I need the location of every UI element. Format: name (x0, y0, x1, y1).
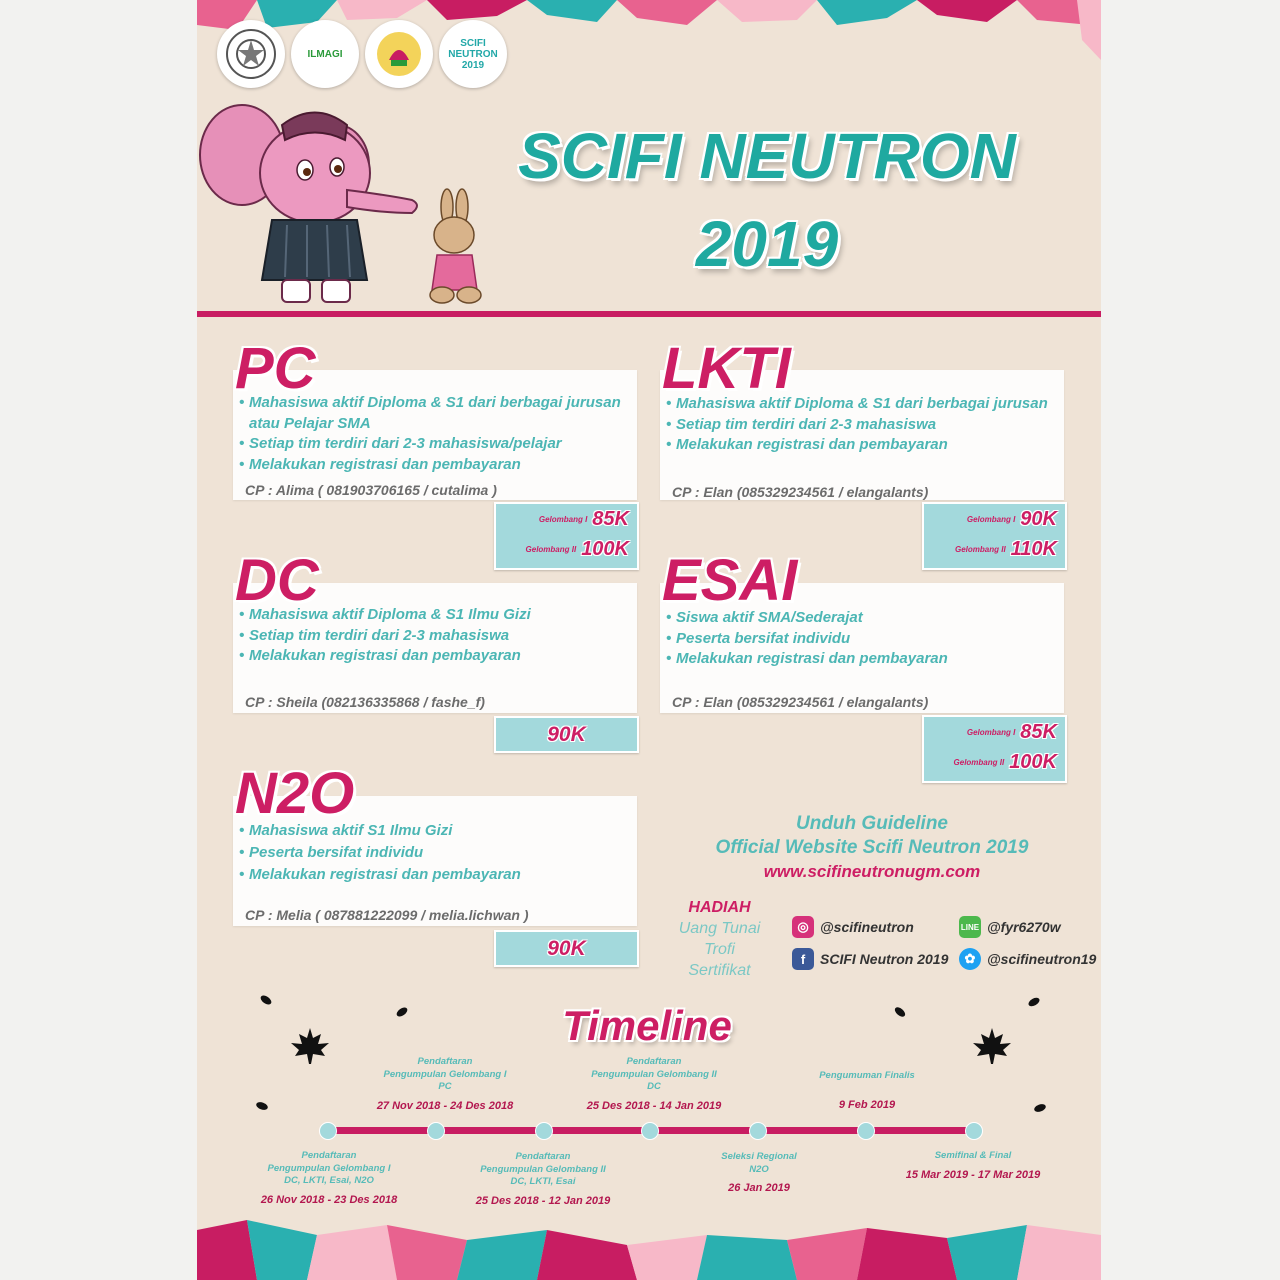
lkti-price-box (922, 502, 1067, 570)
timeline-event-bottom (463, 1151, 623, 1207)
event-title (497, 112, 1037, 288)
n2o-contact: CP : Melia ( 087881222099 / melia.lichwan ) (245, 907, 529, 923)
timeline-event-date: 27 Nov 2018 - 24 Des 2018 (376, 1099, 514, 1112)
mosaic-border-bottom (197, 1210, 1101, 1280)
wave-label: Gelombang I (966, 728, 1016, 737)
leaf-icon (893, 1006, 907, 1018)
dc-price-box (494, 716, 639, 753)
wave-label: Gelombang I (966, 515, 1016, 524)
ilmagi-logo: ILMAGI (291, 20, 359, 88)
leaf-icon (1033, 1102, 1047, 1114)
esai-contact: CP : Elan (085329234561 / elangalants) (672, 694, 929, 710)
social-twitter[interactable] (959, 948, 1096, 970)
list-item: • Setiap tim terdiri dari 2-3 mahasiswa (666, 415, 1062, 436)
list-item: • Mahasiswa aktif S1 Ilmu Gizi (239, 820, 635, 842)
esai-price-box (922, 715, 1067, 783)
pc-contact: CP : Alima ( 081903706165 / cutalima ) (245, 482, 497, 498)
facebook-handle: SCIFI Neutron 2019 (820, 951, 949, 967)
price: 85K (1020, 721, 1057, 743)
timeline-event-top (365, 1056, 525, 1112)
dc-heading: DC (235, 548, 319, 613)
poster (197, 0, 1101, 1280)
timeline-marker (749, 1122, 767, 1140)
timeline-event-bottom (679, 1151, 839, 1194)
timeline-event-label: Seleksi Regional N2O (721, 1151, 797, 1175)
prize-item: Uang Tunai (678, 920, 761, 937)
pc-requirements (239, 393, 635, 475)
esai-wave1 (967, 721, 1057, 744)
timeline-title: Timeline (562, 1002, 732, 1049)
twitter-handle: @scifineutron19 (987, 951, 1097, 967)
n2o-heading: N2O (235, 761, 355, 826)
price: 90K (547, 937, 586, 960)
lkti-contact: CP : Elan (085329234561 / elangalants) (672, 484, 929, 500)
timeline-event-label: Pengumuman Finalis (819, 1070, 915, 1081)
event-title-line2: 2019 (695, 208, 839, 280)
nutrition-association-logo (365, 20, 433, 88)
timeline-event-bottom (893, 1150, 1053, 1181)
list-item: • Setiap tim terdiri dari 2-3 mahasiswa (239, 626, 635, 647)
esai-wave2 (954, 751, 1057, 774)
scifi-neutron-logo: SCIFI NEUTRON 2019 (439, 20, 507, 88)
dc-requirements (239, 605, 635, 667)
pc-wave1 (539, 508, 629, 531)
timeline-marker (535, 1122, 553, 1140)
wave-label: Gelombang I (538, 515, 588, 524)
list-item: • Peserta bersifat individu (239, 842, 635, 864)
guideline-website-label: Official Website Scifi Neutron 2019 (715, 837, 1029, 858)
social-line[interactable] (959, 916, 1061, 938)
prize-heading: HADIAH (688, 899, 751, 916)
prize-item: Sertifikat (688, 962, 751, 979)
timeline-marker (427, 1122, 445, 1140)
timeline-event-date: 26 Nov 2018 - 23 Des 2018 (260, 1193, 398, 1206)
line-handle: @fyr6270w (987, 919, 1061, 935)
pc-wave2 (526, 538, 629, 561)
list-item: • Siswa aktif SMA/Sederajat (666, 608, 1062, 629)
list-item: • Mahasiswa aktif Diploma & S1 dari berbagai jurusan atau Pelajar SMA (239, 393, 635, 434)
event-title-line1: SCIFI NEUTRON (518, 120, 1016, 192)
guideline-url[interactable]: www.scifineutronugm.com (763, 862, 981, 881)
guideline-block (687, 812, 1057, 884)
logo-row (217, 20, 507, 88)
list-item: • Melakukan registrasi dan pembayaran (239, 455, 635, 476)
social-facebook[interactable] (792, 948, 948, 970)
n2o-requirements (239, 820, 635, 886)
instagram-handle: @scifineutron (820, 919, 914, 935)
leaf-icon (1027, 996, 1041, 1008)
prize-block (667, 898, 772, 981)
prize-item: Trofi (704, 941, 735, 958)
social-instagram[interactable] (792, 916, 914, 938)
price: 90K (547, 723, 586, 746)
wave-label: Gelombang II (953, 758, 1005, 767)
list-item: • Mahasiswa aktif Diploma & S1 Ilmu Gizi (239, 605, 635, 626)
timeline-event-date: 26 Jan 2019 (728, 1182, 790, 1194)
mascot-illustration (197, 95, 497, 310)
lkti-heading: LKTI (662, 336, 791, 401)
pc-heading: PC (235, 336, 316, 401)
timeline-marker (319, 1122, 337, 1140)
maple-leaf-icon (289, 1026, 331, 1066)
instagram-icon: ◎ (792, 916, 814, 938)
timeline-marker (857, 1122, 875, 1140)
timeline-event-date: 15 Mar 2019 - 17 Mar 2019 (905, 1168, 1041, 1181)
timeline-marker (641, 1122, 659, 1140)
list-item: • Mahasiswa aktif Diploma & S1 dari berbagai jurusan (666, 394, 1062, 415)
price: 90K (1020, 508, 1057, 530)
twitter-icon: ✿ (959, 948, 981, 970)
list-item: • Melakukan registrasi dan pembayaran (666, 435, 1062, 456)
price: 100K (581, 538, 629, 560)
lkti-requirements (666, 394, 1062, 456)
header-divider (197, 311, 1101, 317)
esai-requirements (666, 608, 1062, 670)
n2o-price-box (494, 930, 639, 967)
timeline-event-top (574, 1056, 734, 1112)
timeline-event-top (787, 1070, 947, 1111)
price: 110K (1010, 538, 1057, 560)
leaf-icon (259, 994, 273, 1006)
list-item: • Melakukan registrasi dan pembayaran (239, 864, 635, 886)
guideline-download: Unduh Guideline (796, 813, 948, 834)
price: 85K (592, 508, 629, 530)
university-logo (217, 20, 285, 88)
leaf-icon (395, 1006, 409, 1018)
list-item: • Melakukan registrasi dan pembayaran (666, 649, 1062, 670)
timeline-event-date: 25 Des 2018 - 14 Jan 2019 (586, 1099, 722, 1112)
wave-label: Gelombang II (955, 545, 1006, 554)
timeline-event-label: Semifinal & Final (934, 1150, 1012, 1161)
esai-heading: ESAI (662, 548, 798, 613)
facebook-icon: f (792, 948, 814, 970)
timeline-event-label: Pendaftaran Pengumpulan Gelombang I DC, LKTI, Esai, N2O (267, 1150, 391, 1186)
lkti-wave2 (955, 538, 1057, 561)
leaf-icon (255, 1100, 269, 1112)
list-item: • Setiap tim terdiri dari 2-3 mahasiswa/pelajar (239, 434, 635, 455)
pc-price-box (494, 502, 639, 570)
list-item: • Peserta bersifat individu (666, 629, 1062, 650)
wave-label: Gelombang II (525, 545, 577, 554)
list-item: • Melakukan registrasi dan pembayaran (239, 646, 635, 667)
timeline-event-date: 9 Feb 2019 (838, 1098, 896, 1111)
timeline-marker (965, 1122, 983, 1140)
timeline-event-label: Pendaftaran Pengumpulan Gelombang II DC, LKTI, Esai (480, 1151, 606, 1187)
lkti-wave1 (967, 508, 1057, 531)
maple-leaf-icon (971, 1026, 1013, 1066)
timeline-event-bottom (249, 1150, 409, 1206)
dc-contact: CP : Sheila (082136335868 / fashe_f) (245, 694, 485, 710)
price: 100K (1009, 751, 1057, 773)
timeline-event-date: 25 Des 2018 - 12 Jan 2019 (475, 1194, 611, 1207)
timeline-event-label: Pendaftaran Pengumpulan Gelombang II DC (591, 1056, 717, 1092)
line-icon: LINE (959, 916, 981, 938)
timeline-event-label: Pendaftaran Pengumpulan Gelombang I PC (383, 1056, 507, 1092)
